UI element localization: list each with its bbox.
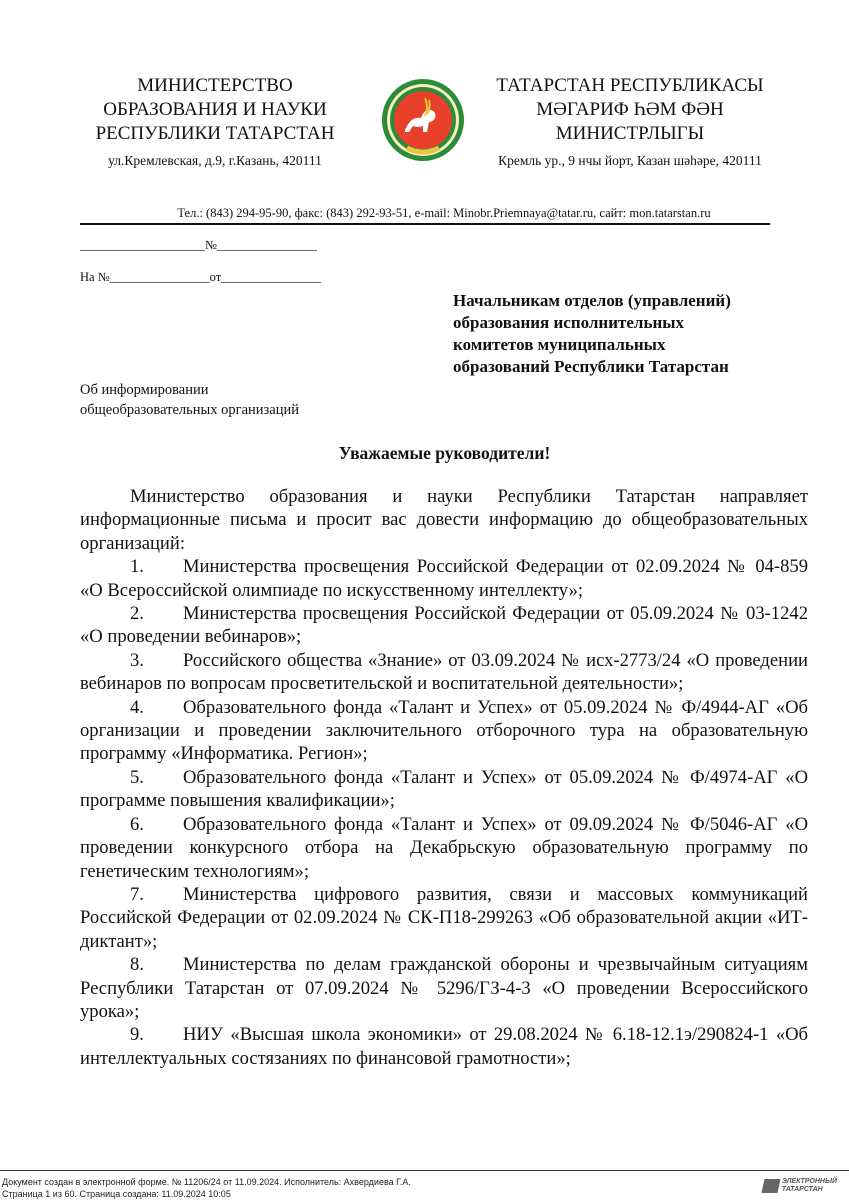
footer-divider: [0, 1170, 849, 1171]
address-ru: ул.Кремлевская, д.9, г.Казань, 420111: [108, 153, 322, 168]
list-item: [80, 696, 808, 766]
salutation: Уважаемые руководители!: [338, 443, 551, 463]
logo-text: ЭЛЕКТРОННЫЙ: [781, 1178, 837, 1185]
header-line: ОБРАЗОВАНИЯ И НАУКИ: [103, 99, 327, 120]
footer-document-info: Документ создан в электронной форме. № 11206/24 от 11.09.2024. Исполнитель: Ахвердиева Г.А.: [2, 1177, 411, 1187]
electronic-tatarstan-logo: [763, 1178, 837, 1194]
addressee-line: образований Республики Татарстан: [453, 357, 729, 376]
item-text: Образовательного фонда «Талант и Успех» от 09.09.2024 № Ф/5046-АГ «О проведении конкурсного отбора на Декабрьскую образовательную программу по генетическим технологиям»;: [80, 813, 808, 882]
addressee-line: образования исполнительных: [453, 313, 685, 332]
header-line: МӘГАРИФ ҺӘМ ФӘН: [536, 99, 724, 120]
item-text: НИУ «Высшая школа экономики» от 29.08.2024 № 6.18-12.1э/290824-1 «Об интеллектуальных состязаниях по финансовой грамотности»;: [80, 1024, 808, 1069]
item-number: 9.: [130, 1024, 144, 1046]
list-item: [80, 555, 808, 602]
item-number: 3.: [130, 649, 144, 671]
logo-text: ТАТАРСТАН: [781, 1186, 823, 1193]
addressee: [453, 290, 793, 378]
contact-line: Тел.: (843) 294-95-90, факс: (843) 292-93-51, e-mail: Minobr.Priemnaya@tatar.ru, сайт: mon.tatarstan.ru: [177, 206, 711, 220]
intro-paragraph: Министерство образования и науки Республики Татарстан направляет информационные письма и просит вас довести информацию до общеобразовательных организаций:: [80, 486, 808, 554]
tatarstan-emblem-icon: [381, 78, 465, 162]
item-number: 4.: [130, 696, 144, 718]
item-text: Образовательного фонда «Талант и Успех» от 05.09.2024 № Ф/4944-АГ «Об организации и проведении заключительного отборочного тура на образовательную программу «Информатика. Регион»;: [80, 696, 808, 765]
address-tt: Кремль ур., 9 нчы йорт, Казан шәһәре, 420111: [498, 153, 762, 168]
item-number: 5.: [130, 766, 144, 788]
registration-number-line: ____________________№________________: [80, 238, 317, 252]
item-text: Российского общества «Знание» от 03.09.2024 № исх-2773/24 «О проведении вебинаров по вопросам просветительской и воспитательной деятельности»;: [80, 649, 808, 695]
et-logo-icon: [761, 1179, 780, 1193]
list-item: [80, 1023, 808, 1070]
list-item: [80, 813, 808, 883]
item-text: Образовательного фонда «Талант и Успех» от 05.09.2024 № Ф/4974-АГ «О программе повышения квалификации»;: [80, 766, 808, 812]
item-number: 1.: [130, 556, 144, 578]
item-text: Министерства цифрового развития, связи и массовых коммуникаций Российской Федерации от 02.09.2024 № СК-П18-299263 «Об образовательной акции «ИТ-диктант»;: [80, 883, 808, 952]
addressee-line: Начальникам отделов (управлений): [453, 291, 731, 310]
subject-line: Об информировании: [80, 382, 209, 398]
subject-line: общеобразовательных организаций: [80, 402, 299, 418]
letter-body: [80, 485, 808, 1070]
header-line: МИНИСТРЛЫГЫ: [555, 123, 705, 144]
item-number: 6.: [130, 813, 144, 835]
item-text: Министерства просвещения Российской Федерации от 02.09.2024 № 04-859 «О Всероссийской олимпиаде по искусственному интеллекту»;: [80, 556, 808, 601]
list-item: [80, 766, 808, 813]
ministry-name-ru: [70, 74, 360, 146]
reference-number-line: На №________________от________________: [80, 270, 322, 284]
list-item: [80, 649, 808, 696]
addressee-line: комитетов муниципальных: [453, 335, 666, 354]
header-line: РЕСПУБЛИКИ ТАТАРСТАН: [95, 123, 335, 144]
footer-page-info: Страница 1 из 60. Страница создана: 11.09.2024 10:05: [2, 1189, 231, 1199]
subject: [80, 380, 299, 420]
list-item: [80, 602, 808, 649]
footer: [2, 1176, 411, 1200]
ministry-name-tt: [475, 74, 785, 146]
list-item: [80, 953, 808, 1023]
item-number: 2.: [130, 603, 144, 625]
header-line: ТАТАРСТАН РЕСПУБЛИКАСЫ: [496, 75, 764, 96]
item-text: Министерства по делам гражданской обороны и чрезвычайным ситуациям Республики Татарстан от 07.09.2024 № 5296/ГЗ-4-3 «О проведении Всероссийского урока»;: [80, 954, 808, 1022]
header-line: МИНИСТЕРСТВО: [137, 75, 293, 96]
header-divider: [80, 223, 770, 225]
item-text: Министерства просвещения Российской Федерации от 05.09.2024 № 03-1242 «О проведении вебинаров»;: [80, 603, 808, 648]
item-number: 8.: [130, 954, 144, 976]
list-item: [80, 883, 808, 953]
item-number: 7.: [130, 883, 144, 905]
